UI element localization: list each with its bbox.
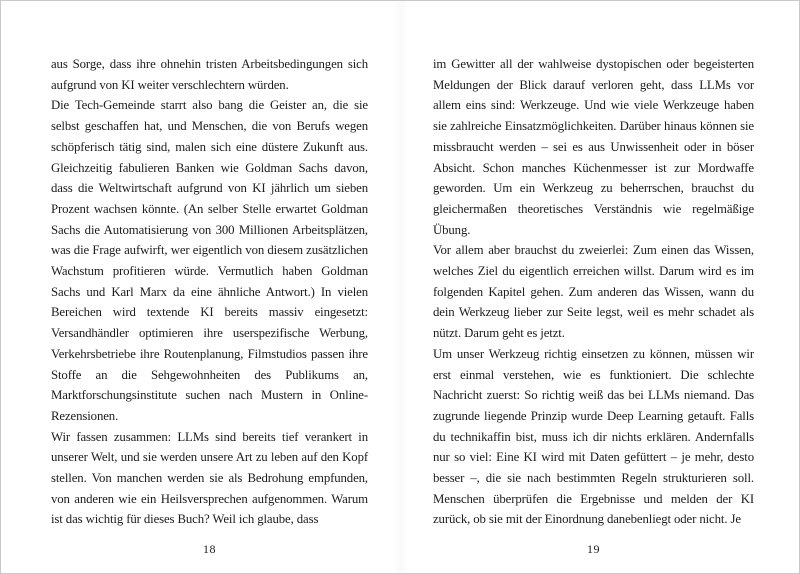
paragraph: aus Sorge, dass ihre ohnehin tristen Arbeitsbedingungen sich aufgrund von KI weiter verschlechtern würden. [51, 57, 368, 92]
paragraph: Wir fassen zusammen: LLMs sind bereits tief verankert in unserer Welt, und sie werden unsere Art zu leben auf den Kopf stellen. Von manchen werden sie als Bedrohung empfunden, von anderen wie ein Heilsversprechen aufgenommen. Warum ist das wichtig für dieses Buch? Weil ich glaube, dass [51, 429, 368, 527]
page-left [1, 1, 401, 573]
page-right-text [433, 54, 754, 530]
paragraph: Vor allem aber brauchst du zweierlei: Zum einen das Wissen, welches Ziel du eigentlich erreichen willst. Darum wird es im folgenden Kapitel gehen. Zum anderen das Wissen, wann du dein Werkzeug lieber zur Seite legst, weil es mehr schadet als nützt. Darum geht es jetzt. [433, 243, 754, 341]
page-number-right: 19 [587, 542, 600, 556]
paragraph: im Gewitter all der wahlweise dystopischen oder begeisterten Meldungen der Blick darauf verloren geht, dass LLMs vor allem eins sind: Werkzeuge. Und wie viele Werkzeuge haben sie zahlreiche Einsatzmöglichkeiten. Darüber hinaus können sie missbraucht werden – sei es aus Unwissenheit oder in böser Absicht. Schon manches Küchenmesser ist zur Mordwaffe geworden. Um ein Werkzeug zu beherrschen, brauchst du gleichermaßen theoretisches Verständnis wie regelmäßige Übung. [433, 57, 754, 237]
page-left-text [51, 54, 368, 530]
page-right [401, 1, 800, 573]
paragraph: Um unser Werkzeug richtig einsetzen zu können, müssen wir erst einmal verstehen, wie es funktioniert. Die schlechte Nachricht zuerst: So richtig weiß das bei LLMs niemand. Das zugrunde liegende Prinzip wurde Deep Learning getauft. Falls du technikaffin bist, muss ich dir nichts erklären. Andernfalls nur so viel: Eine KI wird mit Daten gefüttert – je mehr, desto besser –, die sie nach bestimmten Regeln strukturieren soll. Menschen überprüfen die Ergebnisse und melden der KI zurück, ob sie mit der Einordnung danebenliegt oder nicht. Je [433, 346, 754, 527]
page-number-left: 18 [203, 542, 216, 556]
paragraph: Die Tech-Gemeinde starrt also bang die Geister an, die sie selbst geschaffen hat, und Menschen, die von Berufs wegen schöpferisch tätig sind, malen sich eine düstere Zukunft aus. Gleichzeitig fabulieren Banken wie Goldman Sachs davon, dass die Weltwirtschaft aufgrund von KI jährlich um sieben Prozent wachsen könnte. (An selber Stelle erwartet Goldman Sachs die Automatisierung von 300 Millionen Arbeitsplätzen, was die Frage aufwirft, wer eigentlich von diesem zusätzlichen Wachstum profitieren würde. Vermutlich haben Goldman Sachs und Karl Marx da eine ähnliche Antwort.) In vielen Bereichen wird textende KI bereits massiv eingesetzt: Versandhändler optimieren ihre userspezifische Werbung, Verkehrsbetriebe ihre Routenplanung, Filmstudios passen ihre Stoffe an die Sehgewohnheiten des Publikums an, Marktforschungsinstitute suchen nach Mustern in Online-Rezensionen. [51, 98, 368, 423]
